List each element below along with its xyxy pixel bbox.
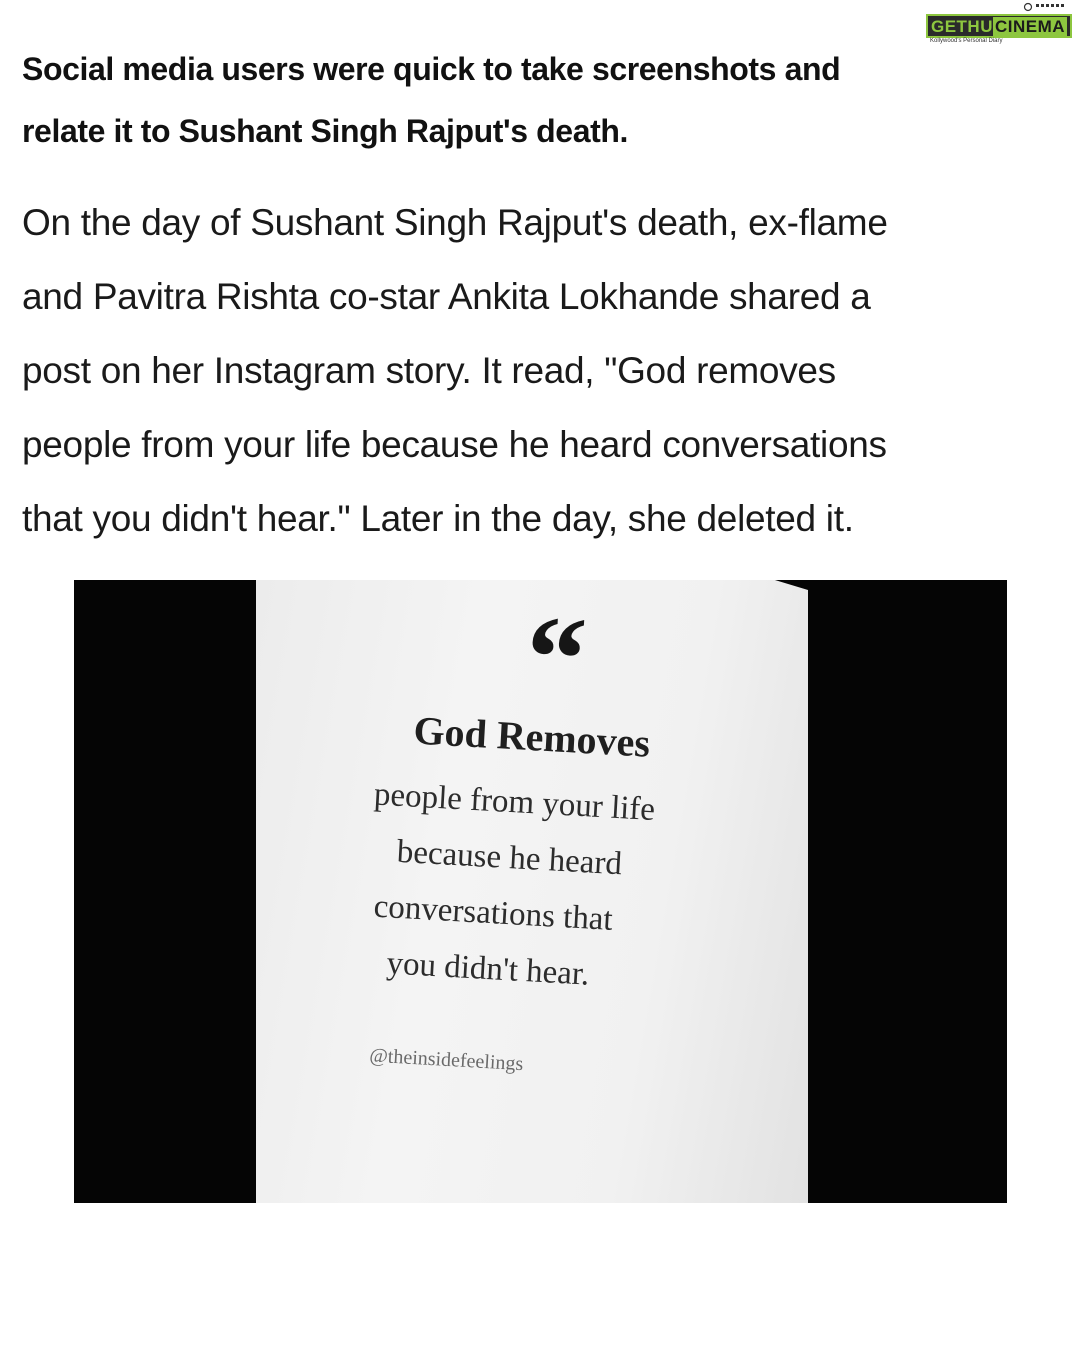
subheading-line: Social media users were quick to take screenshots and	[22, 51, 841, 87]
paragraph-line: and Pavitra Rishta co-star Ankita Lokhande shared a	[22, 276, 871, 317]
logo-wordmark	[931, 18, 1067, 35]
quote-line: you didn't hear.	[385, 945, 591, 993]
logo-badge	[926, 14, 1072, 38]
quote-line: people from your life	[373, 776, 656, 829]
quote-text-block	[74, 580, 1007, 1203]
quote-photo	[74, 580, 1007, 1203]
logo-tagline: Kollywood's Personal Diary	[930, 38, 1003, 44]
paragraph-line: post on her Instagram story. It read, "God removes	[22, 350, 836, 391]
paragraph-line: that you didn't hear." Later in the day, she deleted it.	[22, 498, 854, 539]
quote-handle: @theinsidefeelings	[368, 1044, 524, 1076]
quotation-mark-icon: “	[522, 589, 590, 726]
quote-line: conversations that	[372, 888, 614, 938]
quote-title: God Removes	[412, 707, 652, 766]
article-paragraph	[22, 186, 1062, 556]
subheading-line: relate it to Sushant Singh Rajput's death.	[22, 113, 628, 149]
paragraph-line: On the day of Sushant Singh Rajput's death, ex-flame	[22, 202, 888, 243]
article-subheading	[22, 38, 1022, 162]
paragraph-line: people from your life because he heard conversations	[22, 424, 887, 465]
logo-word-cinema: CINEMA	[994, 16, 1066, 36]
quote-line: because he heard	[395, 833, 623, 883]
film-strip-icon	[1022, 2, 1070, 12]
logo-word-gethu: GETHU	[930, 16, 993, 36]
